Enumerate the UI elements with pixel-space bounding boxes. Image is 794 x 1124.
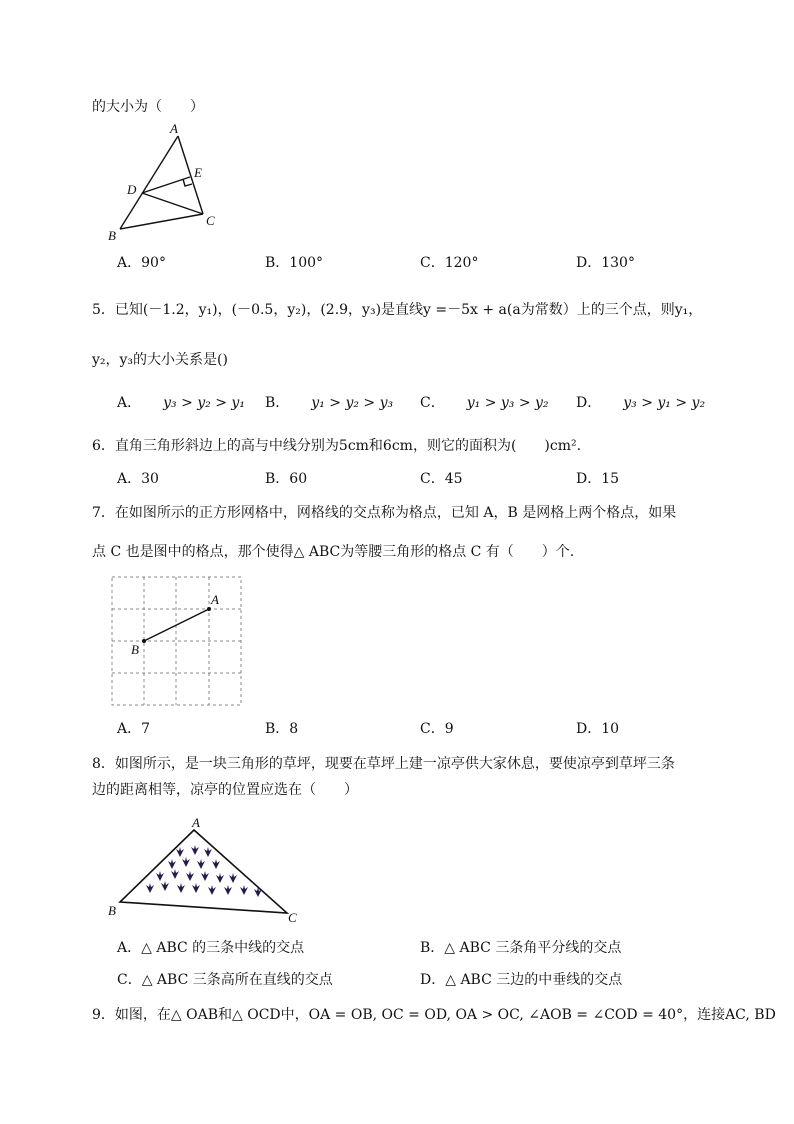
grass-tuft-icon bbox=[191, 845, 199, 855]
q4-label-d: D bbox=[127, 182, 137, 197]
grass-tuft-icon bbox=[229, 873, 237, 883]
q5-stem-line1: 5．已知(－1.2，y₁)，(－0.5，y₂)，(2.9，y₃)是直线y =－5x + a(a为常数）上的三个点，则y₁， bbox=[92, 302, 703, 318]
grass-tuft-icon bbox=[146, 883, 154, 893]
q4-label-a: A bbox=[170, 121, 178, 136]
grass-tuft-icon bbox=[254, 887, 262, 897]
q4-option-b: B．100° bbox=[265, 255, 324, 271]
q6-option-a: A．30 bbox=[117, 471, 159, 487]
grass-tuft-icon bbox=[224, 885, 232, 895]
q8-label-a: A bbox=[192, 815, 200, 830]
q5-option-b: B． y₁ > y₂ > y₃ bbox=[265, 395, 394, 411]
q7-label-a: A bbox=[211, 592, 219, 607]
grass-tuft-icon bbox=[192, 883, 200, 893]
q4-label-b: B bbox=[108, 228, 116, 243]
grass-tuft-icon bbox=[204, 847, 212, 857]
grass-tuft-icon bbox=[208, 885, 216, 895]
q9-stem-line1: 9．如图，在△ OAB和△ OCD中，OA = OB, OC = OD, OA > OC, ∠AOB = ∠COD = 40°，连接AC, BD bbox=[92, 1007, 776, 1023]
q8-stem-line1: 8．如图所示，是一块三角形的草坪，现要在草坪上建一凉亭供大家休息，要使凉亭到草坪三条 bbox=[92, 756, 675, 772]
grass-tuft-icon bbox=[186, 871, 194, 881]
grass-tuft-icon bbox=[197, 859, 205, 869]
q6-option-b: B．60 bbox=[265, 471, 308, 487]
q8-option-a: A．△ ABC 的三条中线的交点 bbox=[117, 940, 305, 956]
q5-stem-line2: y₂，y₃的大小关系是() bbox=[92, 352, 228, 368]
q8-label-c: C bbox=[288, 910, 297, 925]
q5-option-c: C． y₁ > y₃ > y₂ bbox=[420, 395, 549, 411]
q7-option-d: D．10 bbox=[576, 721, 620, 737]
q7-label-b: B bbox=[131, 642, 139, 657]
q8-label-b: B bbox=[108, 903, 116, 918]
grass-tuft-icon bbox=[216, 873, 224, 883]
q4-option-c: C．120° bbox=[420, 255, 479, 271]
q7-option-b: B．8 bbox=[265, 721, 299, 737]
q4-label-e: E bbox=[194, 165, 202, 180]
q6-option-c: C．45 bbox=[420, 471, 463, 487]
q4-option-a: A．90° bbox=[117, 255, 166, 271]
q7-stem-line2: 点 C 也是图中的格点，那个使得△ ABC为等腰三角形的格点 C 有（ ）个. bbox=[92, 544, 575, 560]
q6-stem-line1: 6．直角三角形斜边上的高与中线分别为5cm和6cm，则它的面积为( )cm². bbox=[92, 438, 582, 454]
q8-option-d: D．△ ABC 三边的中垂线的交点 bbox=[420, 972, 623, 988]
q5-option-a: A． y₃ > y₂ > y₁ bbox=[117, 395, 245, 411]
q7-option-a: A．7 bbox=[117, 721, 151, 737]
grass-tuft-icon bbox=[176, 847, 184, 857]
grass-tuft-icon bbox=[168, 859, 176, 869]
grass-tuft-icon bbox=[201, 871, 209, 881]
q4-label-c: C bbox=[206, 213, 215, 228]
grass-tuft-icon bbox=[171, 869, 179, 879]
q7-stem-line1: 7．在如图所示的正方形网格中，网格线的交点称为格点，已知 A，B 是网格上两个格点，如果 bbox=[92, 505, 677, 521]
q8-stem-line2: 边的距离相等，凉亭的位置应选在（ ） bbox=[92, 782, 358, 798]
q8-option-c: C．△ ABC 三条高所在直线的交点 bbox=[117, 972, 333, 988]
q5-option-d: D． y₃ > y₁ > y₂ bbox=[576, 395, 706, 411]
q4-stem-tail: 的大小为（ ） bbox=[92, 99, 204, 115]
grass-tuft-icon bbox=[156, 871, 164, 881]
grass-tuft-icon bbox=[177, 883, 185, 893]
q4-option-d: D．130° bbox=[576, 255, 635, 271]
grass-tuft-icon bbox=[240, 885, 248, 895]
grass-tuft-icon bbox=[182, 857, 190, 867]
grass-tuft-icon bbox=[161, 881, 169, 891]
q6-option-d: D．15 bbox=[576, 471, 620, 487]
grass-tuft-icon bbox=[212, 859, 220, 869]
q8-option-b: B．△ ABC 三条角平分线的交点 bbox=[420, 940, 622, 956]
q7-option-c: C．9 bbox=[420, 721, 454, 737]
